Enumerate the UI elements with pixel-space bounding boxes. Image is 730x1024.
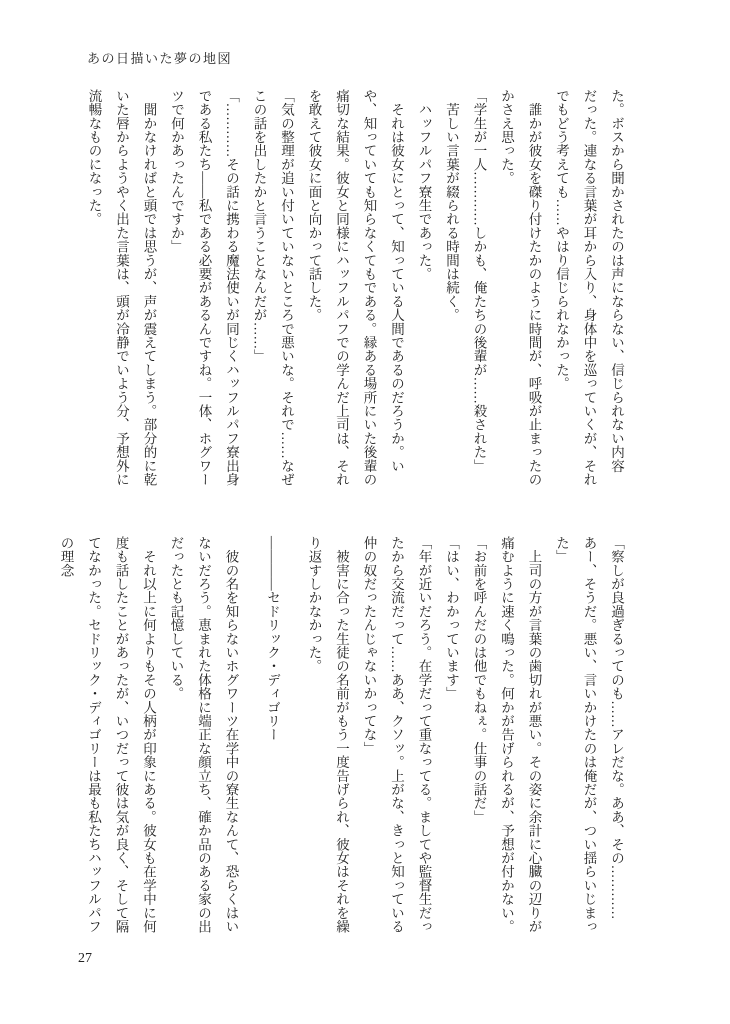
paragraph-bottom-1: 「察しが良過ぎるってのも……アレだな。ああ、その…………あー、そうだ。悪い、言いかけたのは俺だが、つい揺らいじまった」	[554, 536, 624, 934]
paragraph-bottom-7: 彼の名を知らないホグワーツ在学中の寮生なんて、恐らくはいないだろう。恵まれた体格に端正な顔立ち、確か品のある家の出だったとも記憶している。	[168, 536, 239, 934]
text-block-bottom	[52, 536, 630, 942]
paragraph-bottom-3: 「お前を呼んだのは他でもねぇ。仕事の話だ」	[471, 536, 487, 824]
paragraph-top-6: それは彼女にとって、知っている人間であるのだろうか。いや、知っていても知らなくてもである。縁ある場所にいた後輩の痛切な結果。彼女と同様にハッフルパフでの学んだ上司は、それを敢えて彼女に面と向かって話した。	[306, 89, 404, 487]
paragraph-top-7: 「気の整理が追い付いていないところで悪いな。それで……なぜこの話を出したかと言うことなんだが……」	[251, 89, 294, 487]
paragraph-top-5: ハッフルパフ寮生であった。	[416, 89, 432, 281]
paragraph-top-8: 「…………その話に携わる魔法使いが同じくハッフルパフ寮出身である私たち――私である必要があるんですね。一体、ホグワーツで何かあったんですか」	[169, 89, 239, 487]
paragraph-bottom-8: それ以上に何よりもその人柄が印象にある。彼女も在学中に何度も話したことがあったが、いつだって彼は気が良く、そして隔てなかった。セドリック・ディゴリーは最も私たちハッフルパフの理念	[58, 536, 156, 934]
paragraph-top-1: た。ボスから聞かされたのは声にならない、信じられない内容だった。連なる言葉が耳から入り、身体中を巡っていくが、それでもどう考えても……やはり信じられなかった。	[554, 89, 624, 487]
text-block-top	[80, 89, 630, 495]
paragraph-bottom-4: 「はい、わかっています」	[444, 536, 459, 701]
paragraph-bottom-5: 「年が近いだろう。在学だって重なってる。ましてや監督生だったから交流だって……ああ、クソッ。上がな、きっと知っている仲の奴だったんじゃないかってな」	[361, 536, 432, 934]
paragraph-top-4: 苦しい言葉が綴られる時間は続く。	[444, 89, 459, 322]
paragraph-top-3: 「学生が一人…………しかも、俺たちの後輩が……殺された」	[471, 89, 487, 473]
attribution-line: ――――セドリック・ディゴリー	[265, 536, 280, 742]
running-header: あの日描いた夢の地図	[87, 51, 233, 66]
paragraph-top-2: 誰かが彼女を磔り付けたかのように時間が、呼吸が止まったのかさえ思った。	[499, 89, 542, 487]
paragraph-bottom-2: 上司の方が言葉の歯切れが悪い。その姿に余計に心臓の辺りが痛むように速く鳴った。何かが告げられるが、予想が付かない。	[499, 536, 542, 934]
page-number: 27	[78, 951, 92, 966]
paragraph-top-9: 聞かなければと頭では思うが、声が震えてしまう。部分的に乾いた唇からようやく出た言葉は、頭が冷静でいよう分、予想外に流暢なものになった。	[86, 89, 157, 487]
paragraph-bottom-6: 被害に合った生徒の名前がもう一度告げられ、彼女はそれを繰り返すしかなかった。	[306, 536, 349, 934]
